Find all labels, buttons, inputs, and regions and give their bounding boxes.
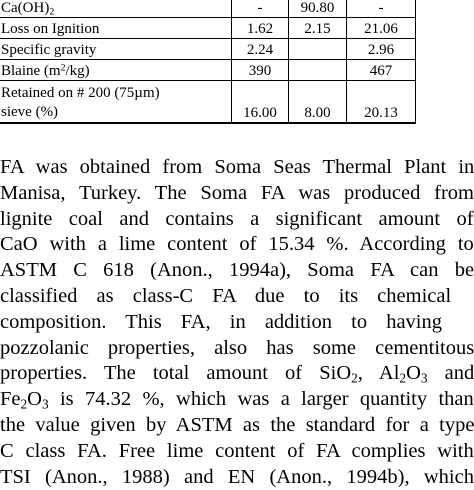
text-line: C class FA. Free lime content of FA complies with: [0, 439, 474, 462]
cell-value: 16.00: [232, 81, 289, 124]
row-label-line: sieve (%): [1, 104, 59, 120]
text-line: pozzolanic properties, also has some cementitous: [0, 336, 474, 359]
cell-value: 20.13: [347, 81, 416, 124]
cell-value: 2.24: [232, 39, 289, 60]
row-label: Blaine $(m^2/kg)$: [0, 60, 232, 81]
text-line: lignite coal and contains a significant amount of: [0, 207, 474, 230]
text-line: CaO with a lime content of 15.34 %. According to: [0, 233, 474, 256]
cell-value: 21.06: [347, 18, 416, 39]
table-row: [0, 60, 416, 81]
material-properties-table: [0, 0, 416, 124]
cell-value: 2.15: [289, 18, 347, 39]
row-label: Loss on Ignition: [0, 18, 232, 39]
cell-value: [289, 60, 347, 81]
text-line: classified as class-C FA due to its chemical: [0, 284, 452, 307]
text-line: the value given by ASTM as the standard for a type: [0, 413, 474, 436]
cell-value: 2.96: [347, 39, 416, 60]
cell-value: 90.80: [289, 0, 347, 18]
row-label: $Ca(OH)_2$: [0, 0, 232, 18]
cell-value: -: [232, 0, 289, 18]
table-row: [0, 0, 416, 18]
text-line: FA was obtained from Soma Seas Thermal Plant in: [0, 156, 474, 178]
row-label: [0, 81, 232, 124]
cell-value: [289, 39, 347, 60]
table-row: [0, 18, 416, 39]
text-line: TSI (Anon., 1988) and EN (Anon., 1994b), which: [0, 465, 474, 488]
table-row: [0, 39, 416, 60]
cell-value: 390: [232, 60, 289, 81]
text-line: properties. The total amount of SiO$_2$, $Al_2O_3$ and: [0, 362, 474, 386]
row-label-line: Retained on # 200 (75µm): [1, 85, 160, 101]
text-line: Manisa, Turkey. The Soma FA was produced from: [0, 181, 474, 204]
text-line: $Fe_2O_3$ is 74.32 %, which was a larger quantity than: [0, 388, 474, 412]
cell-value: -: [347, 0, 416, 18]
cell-value: 1.62: [232, 18, 289, 39]
text-line: composition. This FA, in addition to having: [0, 310, 442, 333]
text-line: ASTM C 618 (Anon., 1994a), Soma FA can be: [0, 259, 474, 282]
cell-value: 8.00: [289, 81, 347, 124]
row-label: Specific gravity: [0, 39, 232, 60]
table-row: [0, 81, 416, 124]
body-paragraph: [0, 155, 474, 490]
cell-value: 467: [347, 60, 416, 81]
